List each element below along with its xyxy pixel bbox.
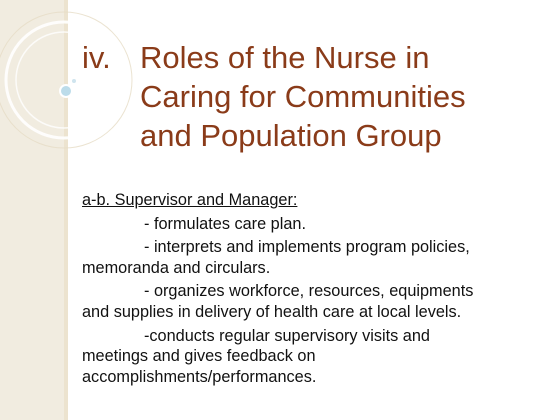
bullet-text-continued: and supplies in delivery of health care at local levels. [82, 302, 462, 321]
bullet-text: - formulates care plan. [144, 214, 306, 233]
title-line-3: and Population Group [140, 118, 442, 153]
bullet-text: - organizes workforce, resources, equipments [144, 282, 474, 301]
bullet-item [82, 326, 552, 388]
bullet-item [82, 281, 552, 322]
bullet-text: - interprets and implements program policies, [144, 238, 470, 257]
bullet-text-continued: memoranda and circulars. [82, 258, 271, 277]
subheading: a-b. Supervisor and Manager: [82, 191, 298, 209]
blue-dot-large [60, 85, 72, 97]
slide-title [82, 38, 552, 155]
title-line-2: Caring for Communities [140, 79, 466, 114]
slide-body [82, 190, 552, 390]
title-line-1: Roles of the Nurse in [140, 40, 430, 75]
bullet-item [82, 237, 552, 278]
bullet-text: -conducts regular supervisory visits and [144, 326, 430, 345]
bullet-item [82, 214, 552, 235]
bullet-text-continued: meetings and gives feedback on accomplishments/performances. [82, 347, 317, 386]
blue-dot-small [72, 79, 77, 84]
title-number: iv. [82, 40, 111, 75]
